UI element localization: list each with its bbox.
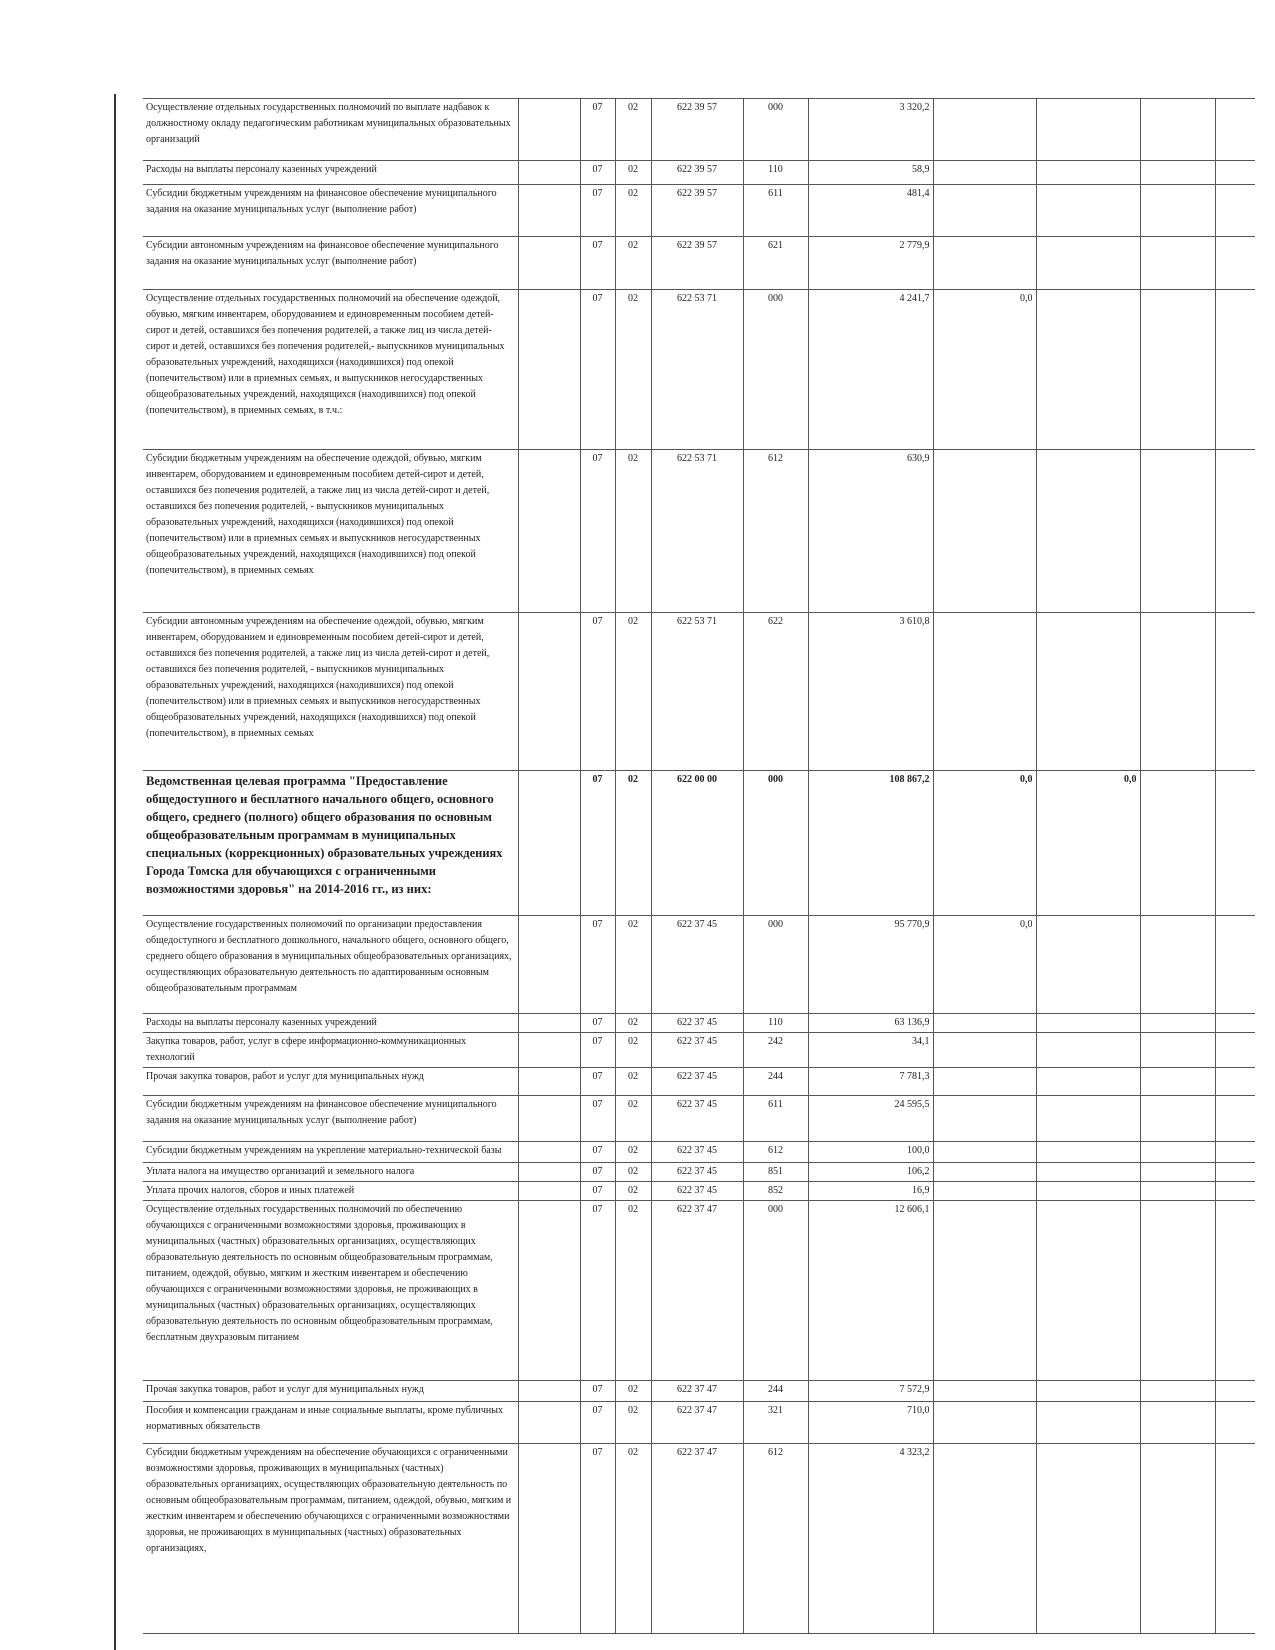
cell-col3 [1036, 1033, 1140, 1068]
cell-pr: 02 [615, 1182, 651, 1201]
empty-cell [1140, 1142, 1215, 1163]
cell-amount: 2 779,9 [808, 237, 933, 290]
cell-col2 [933, 1444, 1036, 1634]
cell-col2 [933, 237, 1036, 290]
cell-rz: 07 [580, 290, 615, 450]
row-description: Субсидии автономным учреждениям на финансовое обеспечение муниципального задания на оказание муниципальных услуг (выполнение работ) [143, 237, 580, 290]
cell-col3 [1036, 1142, 1140, 1163]
cell-amount: 95 770,9 [808, 916, 933, 1014]
cell-vr: 611 [743, 1096, 808, 1142]
cell-pr: 02 [615, 1068, 651, 1096]
cell-csr: 622 37 45 [651, 1068, 743, 1096]
table-row [143, 1182, 1255, 1201]
empty-cell [1140, 1096, 1215, 1142]
cell-rz: 07 [580, 1182, 615, 1201]
empty-cell [1140, 290, 1215, 450]
cell-col3 [1036, 1096, 1140, 1142]
empty-cell [1215, 771, 1255, 916]
cell-amount: 34,1 [808, 1033, 933, 1068]
empty-cell [1215, 237, 1255, 290]
cell-csr: 622 37 45 [651, 1014, 743, 1033]
table-row [143, 1033, 1255, 1068]
table-row [143, 1201, 1255, 1381]
empty-cell [1215, 450, 1255, 613]
cell-rz: 07 [580, 1444, 615, 1634]
table-row [143, 916, 1255, 1014]
empty-cell [1215, 161, 1255, 185]
cell-col2 [933, 1033, 1036, 1068]
cell-amount: 710,0 [808, 1402, 933, 1444]
row-description: Осуществление отдельных государственных полномочий на обеспечение одеждой, обувью, мягким инвентарем, оборудованием и единовременным пособием детей-сирот и детей, оставшихся без попечения родителей, а также лиц из числа детей-сирот и детей, оставшихся без попечения родителей,- выпускников муниципальных образовательных учреждений, находящихся (находившихся) под опекой (попечительством) или в приемных семьях, и выпускников негосударственных общеобразовательных учреждений, находящихся (находившихся) под опекой (попечительством), в приемных семьях, в т.ч.: [143, 290, 580, 450]
table-row [143, 1068, 1255, 1096]
cell-csr: 622 39 57 [651, 161, 743, 185]
cell-col3 [1036, 185, 1140, 237]
cell-col2 [933, 185, 1036, 237]
cell-csr: 622 37 45 [651, 1163, 743, 1182]
cell-vr: 242 [743, 1033, 808, 1068]
cell-amount: 63 136,9 [808, 1014, 933, 1033]
table-row [143, 290, 1255, 450]
empty-cell [1140, 237, 1215, 290]
cell-pr: 02 [615, 771, 651, 916]
cell-vr: 244 [743, 1381, 808, 1402]
table-row [143, 1163, 1255, 1182]
cell-amount: 4 241,7 [808, 290, 933, 450]
cell-col2 [933, 1381, 1036, 1402]
table-row [143, 1014, 1255, 1033]
cell-pr: 02 [615, 1033, 651, 1068]
cell-vr: 110 [743, 161, 808, 185]
row-description: Закупка товаров, работ, услуг в сфере информационно-коммуникационных технологий [143, 1033, 580, 1068]
cell-amount: 481,4 [808, 185, 933, 237]
cell-col2 [933, 450, 1036, 613]
empty-cell [1140, 1381, 1215, 1402]
cell-col2: 0,0 [933, 916, 1036, 1014]
cell-vr: 244 [743, 1068, 808, 1096]
cell-rz: 07 [580, 1014, 615, 1033]
cell-rz: 07 [580, 916, 615, 1014]
row-description: Осуществление отдельных государственных полномочий по выплате надбавок к должностному окладу педагогическим работникам муниципальных образовательных организаций [143, 99, 580, 161]
cell-col2 [933, 1201, 1036, 1381]
empty-cell [1140, 1201, 1215, 1381]
table-row [143, 1402, 1255, 1444]
cell-col3: 0,0 [1036, 771, 1140, 916]
empty-cell [1215, 1444, 1255, 1634]
empty-cell [1140, 771, 1215, 916]
empty-cell [1140, 1033, 1215, 1068]
empty-cell [1215, 1201, 1255, 1381]
table-row [143, 771, 1255, 916]
cell-rz: 07 [580, 771, 615, 916]
cell-amount: 108 867,2 [808, 771, 933, 916]
cell-csr: 622 39 57 [651, 185, 743, 237]
cell-csr: 622 39 57 [651, 237, 743, 290]
cell-col3 [1036, 1402, 1140, 1444]
cell-rz: 07 [580, 613, 615, 771]
cell-rz: 07 [580, 237, 615, 290]
cell-vr: 611 [743, 185, 808, 237]
cell-col3 [1036, 916, 1140, 1014]
cell-col3 [1036, 613, 1140, 771]
table-row [143, 237, 1255, 290]
cell-csr: 622 53 71 [651, 290, 743, 450]
cell-csr: 622 53 71 [651, 613, 743, 771]
cell-vr: 612 [743, 1444, 808, 1634]
table-row [143, 1444, 1255, 1634]
cell-pr: 02 [615, 1014, 651, 1033]
cell-amount: 106,2 [808, 1163, 933, 1182]
cell-amount: 12 606,1 [808, 1201, 933, 1381]
cell-amount: 7 781,3 [808, 1068, 933, 1096]
empty-cell [1215, 1381, 1255, 1402]
cell-amount: 630,9 [808, 450, 933, 613]
cell-rz: 07 [580, 1163, 615, 1182]
cell-pr: 02 [615, 237, 651, 290]
page-left-rule [114, 94, 116, 1650]
cell-col3 [1036, 1163, 1140, 1182]
cell-col2 [933, 1182, 1036, 1201]
row-description: Пособия и компенсации гражданам и иные социальные выплаты, кроме публичных нормативных обязательств [143, 1402, 580, 1444]
cell-csr: 622 37 45 [651, 1096, 743, 1142]
cell-vr: 612 [743, 450, 808, 613]
cell-col3 [1036, 1068, 1140, 1096]
cell-rz: 07 [580, 1068, 615, 1096]
cell-col3 [1036, 290, 1140, 450]
cell-col3 [1036, 450, 1140, 613]
cell-rz: 07 [580, 161, 615, 185]
cell-rz: 07 [580, 450, 615, 613]
cell-csr: 622 37 47 [651, 1402, 743, 1444]
cell-vr: 000 [743, 99, 808, 161]
cell-rz: 07 [580, 1033, 615, 1068]
cell-vr: 321 [743, 1402, 808, 1444]
row-description: Уплата прочих налогов, сборов и иных платежей [143, 1182, 580, 1201]
cell-pr: 02 [615, 1201, 651, 1381]
empty-cell [1215, 99, 1255, 161]
cell-col3 [1036, 99, 1140, 161]
row-description: Субсидии бюджетным учреждениям на укрепление материально-технической базы [143, 1142, 580, 1163]
cell-vr: 000 [743, 771, 808, 916]
table-row [143, 1381, 1255, 1402]
cell-col2 [933, 1096, 1036, 1142]
cell-col2 [933, 613, 1036, 771]
cell-vr: 000 [743, 916, 808, 1014]
empty-cell [1140, 185, 1215, 237]
empty-cell [1215, 1068, 1255, 1096]
cell-csr: 622 37 47 [651, 1444, 743, 1634]
cell-col3 [1036, 1182, 1140, 1201]
empty-cell [1215, 185, 1255, 237]
cell-col3 [1036, 1381, 1140, 1402]
row-description: Субсидии бюджетным учреждениям на обеспечение обучающихся с ограниченными возможностями здоровья, проживающих в муниципальных (частных) образовательных организациях, осуществляющих образовательную деятельность по основным общеобразовательным программам, питанием, одеждой, обувью, мягким и жестким инвентарем и обеспечению обучающихся с ограниченными возможностями здоровья, не проживающих в муниципальных (частных) образовательных организациях, [143, 1444, 580, 1634]
budget-table [143, 98, 1255, 1634]
cell-rz: 07 [580, 1096, 615, 1142]
cell-rz: 07 [580, 99, 615, 161]
cell-amount: 16,9 [808, 1182, 933, 1201]
cell-col2 [933, 161, 1036, 185]
cell-col2 [933, 99, 1036, 161]
cell-vr: 622 [743, 613, 808, 771]
empty-cell [1140, 613, 1215, 771]
cell-pr: 02 [615, 1096, 651, 1142]
cell-pr: 02 [615, 450, 651, 613]
table-row [143, 161, 1255, 185]
empty-cell [1215, 290, 1255, 450]
row-description: Осуществление отдельных государственных полномочий по обеспечению обучающихся с ограниченными возможностями здоровья, проживающих в муниципальных (частных) образовательных организациях, осуществляющих образовательную деятельность по основным общеобразовательным программам, питанием, одеждой, обувью, мягким и жестким инвентарем и обеспечению обучающихся с ограниченными возможностями здоровья, не проживающих в муниципальных (частных) образовательных организациях, осуществляющих образовательную деятельность по основным общеобразовательным программам, бесплатным двухразовым питанием [143, 1201, 580, 1381]
row-description: Субсидии бюджетным учреждениям на финансовое обеспечение муниципального задания на оказание муниципальных услуг (выполнение работ) [143, 185, 580, 237]
table-row [143, 99, 1255, 161]
cell-vr: 851 [743, 1163, 808, 1182]
cell-col2 [933, 1402, 1036, 1444]
cell-pr: 02 [615, 185, 651, 237]
cell-amount: 7 572,9 [808, 1381, 933, 1402]
cell-amount: 4 323,2 [808, 1444, 933, 1634]
row-description: Субсидии бюджетным учреждениям на финансовое обеспечение муниципального задания на оказание муниципальных услуг (выполнение работ) [143, 1096, 580, 1142]
cell-pr: 02 [615, 161, 651, 185]
cell-pr: 02 [615, 916, 651, 1014]
cell-col3 [1036, 237, 1140, 290]
empty-cell [1215, 916, 1255, 1014]
empty-cell [1140, 99, 1215, 161]
cell-col2 [933, 1014, 1036, 1033]
row-description: Расходы на выплаты персоналу казенных учреждений [143, 161, 580, 185]
cell-vr: 621 [743, 237, 808, 290]
empty-cell [1215, 1142, 1255, 1163]
empty-cell [1215, 1402, 1255, 1444]
cell-rz: 07 [580, 1201, 615, 1381]
empty-cell [1140, 450, 1215, 613]
cell-amount: 100,0 [808, 1142, 933, 1163]
cell-pr: 02 [615, 99, 651, 161]
cell-pr: 02 [615, 1142, 651, 1163]
cell-vr: 000 [743, 290, 808, 450]
cell-amount: 3 320,2 [808, 99, 933, 161]
empty-cell [1215, 1033, 1255, 1068]
cell-col3 [1036, 1444, 1140, 1634]
table-row [143, 450, 1255, 613]
cell-csr: 622 37 45 [651, 916, 743, 1014]
cell-col3 [1036, 1014, 1140, 1033]
cell-csr: 622 39 57 [651, 99, 743, 161]
empty-cell [1215, 1163, 1255, 1182]
cell-col2 [933, 1068, 1036, 1096]
row-description: Ведомственная целевая программа "Предоставление общедоступного и бесплатного начального общего, основного общего, среднего (полного) общего образования по основным общеобразовательным программам в муниципальных специальных (коррекционных) образовательных учреждениях Города Томска для обучающихся с ограниченными возможностями здоровья" на 2014-2016 гг., из них: [143, 771, 580, 916]
cell-vr: 852 [743, 1182, 808, 1201]
table-row [143, 1142, 1255, 1163]
table-row [143, 613, 1255, 771]
cell-pr: 02 [615, 613, 651, 771]
cell-rz: 07 [580, 1381, 615, 1402]
empty-cell [1140, 1163, 1215, 1182]
cell-pr: 02 [615, 290, 651, 450]
row-description: Расходы на выплаты персоналу казенных учреждений [143, 1014, 580, 1033]
cell-csr: 622 37 47 [651, 1381, 743, 1402]
cell-amount: 58,9 [808, 161, 933, 185]
cell-pr: 02 [615, 1402, 651, 1444]
row-description: Осуществление государственных полномочий по организации предоставления общедоступного и бесплатного дошкольного, начального общего, основного общего, среднего общего образования в муниципальных общеобразовательных организациях, осуществляющих образовательную деятельность по адаптированным основным общеобразовательным программам [143, 916, 580, 1014]
cell-amount: 24 595,5 [808, 1096, 933, 1142]
table-row [143, 1096, 1255, 1142]
cell-col3 [1036, 1201, 1140, 1381]
row-description: Субсидии бюджетным учреждениям на обеспечение одеждой, обувью, мягким инвентарем, оборудованием и единовременным пособием детей-сирот и детей, оставшихся без попечения родителей, а также лиц из числа детей-сирот и детей, оставшихся без попечения родителей, - выпускников муниципальных образовательных учреждений, находящихся (находившихся) под опекой (попечительством) или в приемных семьях и выпускников негосударственных общеобразовательных учреждений, находящихся (находившихся) под опекой (попечительством), в приемных семьях [143, 450, 580, 613]
empty-cell [1140, 161, 1215, 185]
empty-cell [1215, 1182, 1255, 1201]
row-description: Уплата налога на имущество организаций и земельного налога [143, 1163, 580, 1182]
row-description: Прочая закупка товаров, работ и услуг для муниципальных нужд [143, 1068, 580, 1096]
cell-rz: 07 [580, 1142, 615, 1163]
empty-cell [1140, 1402, 1215, 1444]
row-description: Субсидии автономным учреждениям на обеспечение одеждой, обувью, мягким инвентарем, оборудованием и единовременным пособием детей-сирот и детей, оставшихся без попечения родителей, а также лиц из числа детей-сирот и детей, оставшихся без попечения родителей, - выпускников муниципальных образовательных учреждений, находящихся (находившихся) под опекой (попечительством) или в приемных семьях и выпускников негосударственных общеобразовательных учреждений, находящихся (находившихся) под опекой (попечительством), в приемных семьях [143, 613, 580, 771]
cell-col2: 0,0 [933, 771, 1036, 916]
cell-rz: 07 [580, 1402, 615, 1444]
empty-cell [1215, 1014, 1255, 1033]
cell-col2 [933, 1142, 1036, 1163]
cell-vr: 612 [743, 1142, 808, 1163]
cell-csr: 622 37 45 [651, 1182, 743, 1201]
empty-cell [1140, 1068, 1215, 1096]
table-row [143, 185, 1255, 237]
empty-cell [1140, 916, 1215, 1014]
cell-csr: 622 53 71 [651, 450, 743, 613]
cell-col2 [933, 1163, 1036, 1182]
cell-rz: 07 [580, 185, 615, 237]
empty-cell [1140, 1014, 1215, 1033]
cell-pr: 02 [615, 1381, 651, 1402]
cell-pr: 02 [615, 1163, 651, 1182]
empty-cell [1140, 1444, 1215, 1634]
cell-pr: 02 [615, 1444, 651, 1634]
cell-vr: 000 [743, 1201, 808, 1381]
cell-csr: 622 37 45 [651, 1142, 743, 1163]
empty-cell [1215, 613, 1255, 771]
cell-col2: 0,0 [933, 290, 1036, 450]
cell-csr: 622 00 00 [651, 771, 743, 916]
cell-csr: 622 37 47 [651, 1201, 743, 1381]
empty-cell [1140, 1182, 1215, 1201]
cell-vr: 110 [743, 1014, 808, 1033]
cell-csr: 622 37 45 [651, 1033, 743, 1068]
empty-cell [1215, 1096, 1255, 1142]
row-description: Прочая закупка товаров, работ и услуг для муниципальных нужд [143, 1381, 580, 1402]
cell-amount: 3 610,8 [808, 613, 933, 771]
cell-col3 [1036, 161, 1140, 185]
